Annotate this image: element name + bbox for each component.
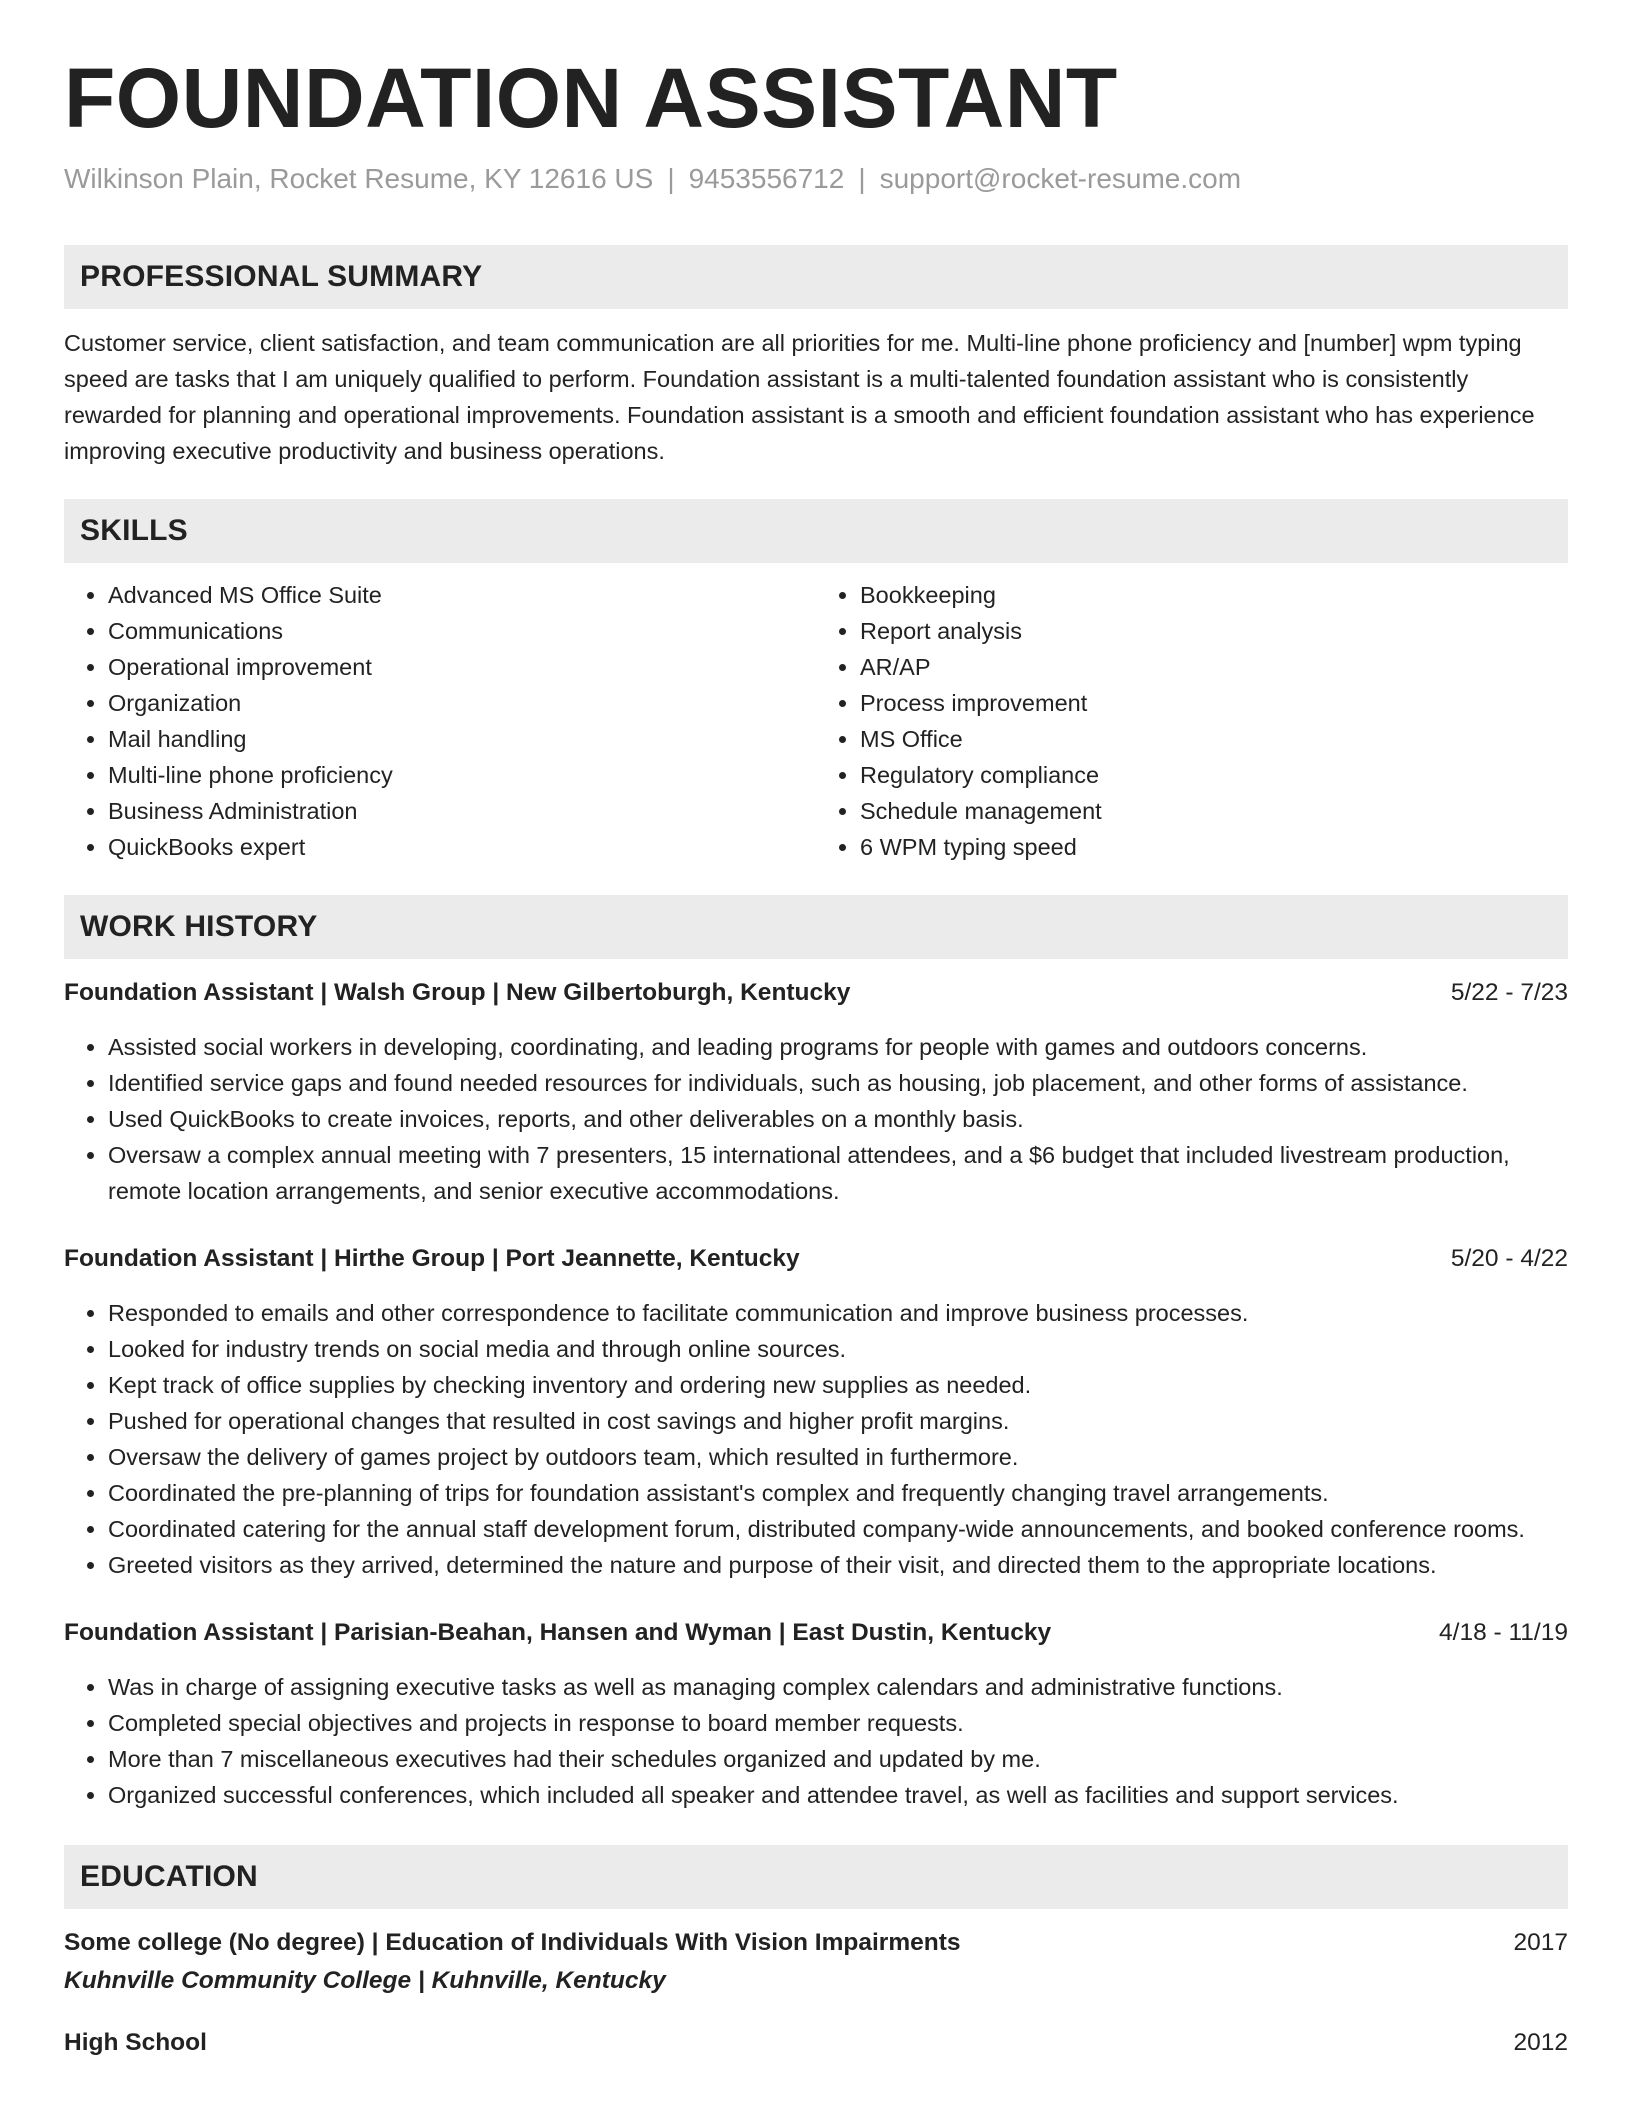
education-header (64, 2025, 1568, 2061)
education-degree: High School (64, 2028, 207, 2056)
skill-item: • Advanced MS Office Suite (108, 577, 816, 613)
skills-list (64, 577, 1568, 865)
job-bullets (64, 1295, 1568, 1583)
skill-item: • Process improvement (860, 685, 1568, 721)
education-school: Kuhnville Community College | Kuhnville, Kentucky (64, 1966, 666, 1994)
job-bullet: • Looked for industry trends on social media and through online sources. (108, 1331, 1568, 1367)
skill-item: • QuickBooks expert (108, 829, 816, 865)
skill-item: • Mail handling (108, 721, 816, 757)
job-dates: 5/22 - 7/23 (1450, 978, 1568, 1006)
job-bullet: • Coordinated the pre-planning of trips for foundation assistant's complex and frequently changing travel arrangements. (108, 1475, 1568, 1511)
job-dates: 4/18 - 11/19 (1439, 1618, 1568, 1646)
education-year: 2012 (1513, 2028, 1568, 2056)
job-entry (64, 1241, 1568, 1583)
job-bullet: • Completed special objectives and projects in response to board member requests. (108, 1705, 1568, 1741)
contact-line (64, 161, 1568, 197)
contact-address: Wilkinson Plain, Rocket Resume, KY 12616 US (64, 162, 654, 194)
education-entry (64, 1925, 1568, 1999)
work-heading: WORK HISTORY (64, 895, 1568, 959)
job-dates: 5/20 - 4/22 (1450, 1244, 1568, 1272)
skill-item: • Organization (108, 685, 816, 721)
contact-separator: | (858, 162, 866, 194)
job-bullets (64, 1669, 1568, 1813)
education-degree: Some college (No degree) | Education of Individuals With Vision Impairments (64, 1928, 961, 1956)
job-bullet: • Was in charge of assigning executive tasks as well as managing complex calendars and administrative functions. (108, 1669, 1568, 1705)
job-bullet: • More than 7 miscellaneous executives had their schedules organized and updated by me. (108, 1741, 1568, 1777)
job-bullet: • Pushed for operational changes that resulted in cost savings and higher profit margins. (108, 1403, 1568, 1439)
job-title: Foundation Assistant | Parisian-Beahan, Hansen and Wyman | East Dustin, Kentucky (64, 1618, 1052, 1646)
contact-separator: | (667, 162, 675, 194)
job-title: Foundation Assistant | Hirthe Group | Port Jeannette, Kentucky (64, 1244, 800, 1272)
job-header (64, 1615, 1568, 1651)
skills-column-left (64, 577, 816, 865)
skill-item: • Communications (108, 613, 816, 649)
skill-item: • Multi-line phone proficiency (108, 757, 816, 793)
skill-item: • MS Office (860, 721, 1568, 757)
job-bullet: • Identified service gaps and found needed resources for individuals, such as housing, job placement, and other forms of assistance. (108, 1065, 1568, 1101)
skill-item: • AR/AP (860, 649, 1568, 685)
education-header (64, 1925, 1568, 1961)
job-bullet: • Oversaw a complex annual meeting with 7 presenters, 15 international attendees, and a $6 budget that included livestream production, remote location arrangements, and senior executive accommodations. (108, 1137, 1568, 1209)
skill-item: • Operational improvement (108, 649, 816, 685)
skill-item: • Schedule management (860, 793, 1568, 829)
job-bullet: • Oversaw the delivery of games project by outdoors team, which resulted in furthermore. (108, 1439, 1568, 1475)
job-entry (64, 1615, 1568, 1813)
job-bullet: • Kept track of office supplies by checking inventory and ordering new supplies as needed. (108, 1367, 1568, 1403)
summary-text: Customer service, client satisfaction, and team communication are all priorities for me. Multi-line phone proficiency and [number] wpm typing speed are tasks that I am uniquely qualified to perform. Foundation assistant is a multi-talented foundation assistant who is consistently rewarded for planning and operational improvements. Foundation assistant is a smooth and efficient foundation assistant who has experience improving executive productivity and business operations. (64, 329, 1535, 464)
job-title: Foundation Assistant | Walsh Group | New Gilbertoburgh, Kentucky (64, 978, 851, 1006)
job-header (64, 975, 1568, 1011)
education-heading: EDUCATION (64, 1845, 1568, 1909)
skill-item: • 6 WPM typing speed (860, 829, 1568, 865)
job-entry (64, 975, 1568, 1209)
job-bullets (64, 1029, 1568, 1209)
job-bullet: • Used QuickBooks to create invoices, reports, and other deliverables on a monthly basis. (108, 1101, 1568, 1137)
job-bullet: • Responded to emails and other correspondence to facilitate communication and improve business processes. (108, 1295, 1568, 1331)
contact-phone: 9453556712 (688, 162, 845, 194)
job-bullet: • Coordinated catering for the annual staff development forum, distributed company-wide announcements, and booked conference rooms. (108, 1511, 1568, 1547)
skill-item: • Business Administration (108, 793, 816, 829)
education-year: 2017 (1513, 1928, 1568, 1956)
job-bullet: • Organized successful conferences, which included all speaker and attendee travel, as well as facilities and support services. (108, 1777, 1568, 1813)
job-bullet: • Assisted social workers in developing, coordinating, and leading programs for people with games and outdoors concerns. (108, 1029, 1568, 1065)
skill-item: • Bookkeeping (860, 577, 1568, 613)
resume-name: FOUNDATION ASSISTANT (64, 51, 1118, 145)
skill-item: • Regulatory compliance (860, 757, 1568, 793)
job-header (64, 1241, 1568, 1277)
job-bullet: • Greeted visitors as they arrived, determined the nature and purpose of their visit, and directed them to the appropriate locations. (108, 1547, 1568, 1583)
skill-item: • Report analysis (860, 613, 1568, 649)
education-entry (64, 2025, 1568, 2061)
summary-heading: PROFESSIONAL SUMMARY (64, 245, 1568, 309)
skills-column-right (816, 577, 1568, 865)
skills-heading: SKILLS (64, 499, 1568, 563)
contact-email: support@rocket-resume.com (879, 162, 1242, 194)
